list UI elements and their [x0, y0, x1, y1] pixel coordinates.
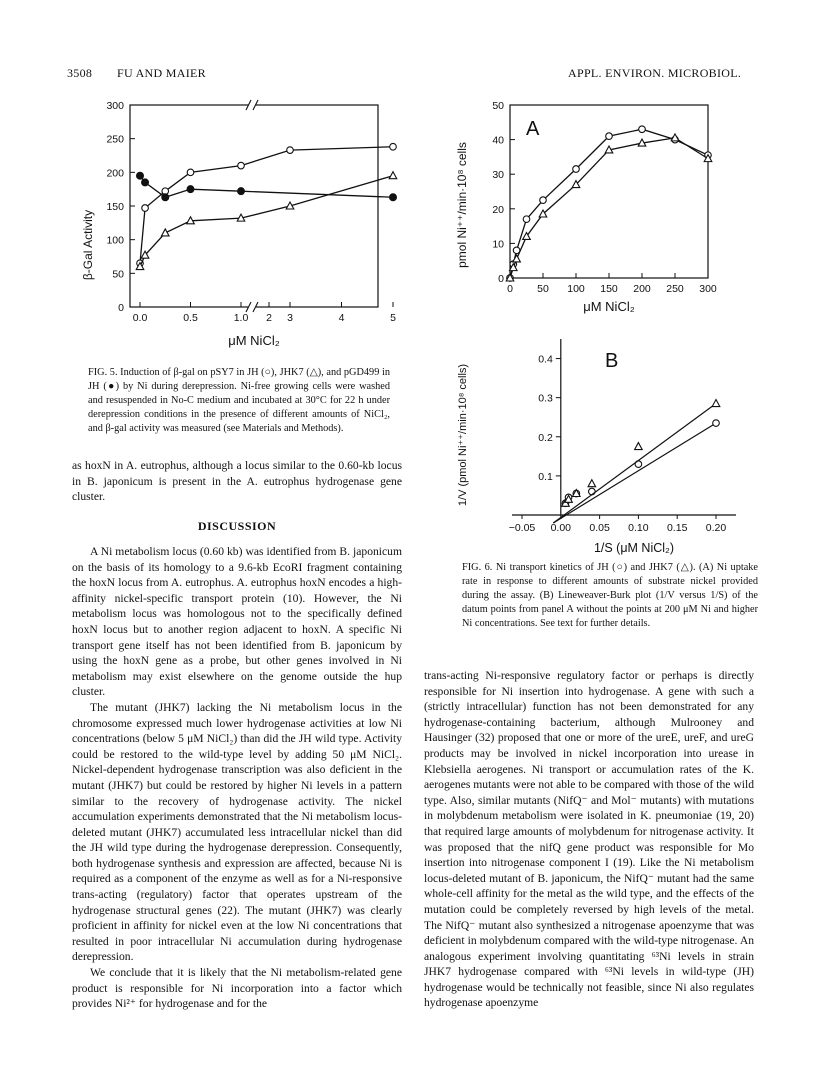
fig6a-point-series-0: [523, 216, 530, 223]
fig5-ylabel: β-Gal Activity: [81, 209, 95, 281]
fig6a-xtick-label: 50: [537, 283, 549, 295]
discussion-paragraph-3: We conclude that it is likely that the Ni metabolism-related gene product is responsible for Ni incorporation into a factor which provides Ni²⁺ for hydrogenase and for the: [72, 966, 402, 1011]
fig6b-point-series-1: [635, 443, 643, 450]
fig6a-chart: [450, 95, 770, 320]
fig6a-xtick-label: 200: [633, 283, 651, 295]
fig6b-xtick-label: 0.15: [666, 522, 688, 534]
fig5-point-series-1: [161, 229, 169, 236]
fig6a-ytick-label: 0: [498, 273, 504, 285]
journal-title: APPL. ENVIRON. MICROBIOL.: [568, 66, 742, 80]
fig6a-xlabel: μM NiCl₂: [583, 299, 635, 314]
fig6a-xtick-label: 100: [567, 283, 585, 295]
fig6b-xtick-label: 0.05: [589, 522, 610, 534]
fig5-ytick-label: 0: [118, 302, 124, 314]
fig5-point-series-0: [238, 162, 245, 169]
fig5-series-line-1: [140, 176, 393, 267]
fig6b-fit-line-1: [553, 404, 716, 523]
section-heading-discussion: DISCUSSION: [197, 519, 277, 533]
fig5-point-series-0: [390, 143, 397, 150]
fig5-ytick-label: 50: [112, 268, 124, 281]
fig5-axis-break-gap: [248, 99, 256, 111]
fig6b-fit-line-0: [553, 423, 716, 523]
fig5-point-series-0: [287, 147, 294, 154]
fig6b-xlabel: 1/S (μM NiCl₂): [593, 541, 675, 555]
fig6a-ytick-label: 50: [492, 100, 504, 112]
fig5-xlabel: μM NiCl₂: [228, 333, 280, 348]
fig5-caption: FIG. 5. Induction of β-gal on pSY7 in JH (○), JHK7 (△), and pGD499 in JH (●) by Ni during derepression. Ni-free growing cells were washed and resuspended in No-C medium and incubated at 30°C for 22 h under derepression conditions in the presence of different amounts of NiCl₂, and β-gal activity was measured (see Materials and Methods).: [88, 367, 390, 434]
fig6a-point-series-0: [573, 166, 580, 173]
discussion-paragraph-2: The mutant (JHK7) lacking the Ni metabolism locus in the chromosome expressed much lower hydrogenase activities at low Ni concentrations (below 5 μM NiCl₂) than did the JH wild type. Activity could be restored to the wild-type level by adding 50 μM NiCl₂. Nickel-dependent hydrogenase transcription was also deficient in the mutant (JHK7) but could be restored by higher Ni levels in a pattern similar to the recovery of hydrogenase activity. The nickel accumulation experiments demonstrated that the Ni metabolism locus-deleted mutant (JHK7) accumulated less intracellular nickel than did the JH wild type during the hydrogenase derepression. Consequently, both hydrogenase synthesis and expression are affected, because Ni is required as a component of the enzyme as well as for a Ni-responsive trans-acting (regulatory) factor that operates upstream of the hydrogenase structural genes (22). The mutant (JHK7) was clearly proficient in affinity for nickel even at the low Ni concentrations that resulted in poor intracellular Ni accumulation during hydrogenase derepression.: [72, 700, 402, 964]
fig5-xtick-label: 1.0: [233, 312, 249, 324]
fig6a-ylabel: pmol Ni⁺⁺/min·10⁸ cells: [455, 142, 469, 268]
fig5-ytick-label: 250: [106, 133, 124, 146]
fig5-series-line-0: [140, 147, 393, 263]
fig6a-xtick-label: 300: [699, 283, 717, 295]
fig6a-xtick-label: 150: [600, 283, 618, 295]
fig5-point-series-2: [142, 179, 149, 186]
fig5-point-series-2: [137, 172, 144, 179]
fig5-xtick-label: 0.5: [183, 312, 198, 324]
fig6b-ytick-label: 0.1: [538, 470, 553, 483]
fig6a-ytick-label: 20: [492, 203, 504, 216]
fig6a-point-series-1: [513, 255, 521, 262]
fig5-chart: [60, 95, 396, 355]
page-number: 3508: [67, 66, 93, 80]
fig5-point-series-2: [390, 194, 397, 201]
fig5-point-series-0: [142, 205, 149, 212]
fig5-xtick-label: 5: [390, 312, 396, 324]
left-column: [72, 458, 402, 505]
fig6b-point-series-1: [588, 480, 596, 487]
fig5-plot-frame: [130, 105, 378, 307]
fig5-ytick-label: 200: [106, 167, 124, 180]
fig6b-xtick-label: −0.05: [508, 522, 536, 534]
fig5-xtick-label: 0.0: [132, 312, 148, 324]
fig5-ytick-label: 300: [106, 100, 124, 112]
fig6b-ytick-label: 0.3: [538, 392, 553, 405]
fig6b-xtick-label: 0.10: [628, 522, 649, 534]
fig6b-ytick-label: 0.2: [538, 431, 553, 444]
fig6b-point-series-0: [589, 488, 596, 495]
fig6a-series-line-1: [510, 138, 708, 278]
fig5-axis-break-gap: [248, 301, 256, 313]
right-column-body: [424, 668, 754, 1011]
running-authors: FU AND MAIER: [117, 66, 206, 80]
fig5-xtick-label: 3: [287, 312, 293, 324]
fig5-point-series-1: [389, 172, 397, 179]
fig6b-xtick-label: 0.20: [705, 522, 727, 534]
fig6a-point-series-0: [639, 126, 646, 133]
fig6b-point-series-0: [713, 420, 720, 427]
fig6a-ytick-label: 10: [492, 238, 504, 251]
fig6a-ytick-label: 30: [492, 169, 504, 182]
right-paragraph-1: trans-acting Ni-responsive regulatory factor or perhaps is directly responsible for Ni insertion into hydrogenase. A gene with such a (strictly intracellular) function has not been demonstrated for any hydrogenase-containing bacterium, although Mulrooney and Hausinger (32) proposed that one or more of the ureE, ureF, and ureG products may be involved in nickel incorporation into urease in Klebsiella aerogenes. Ni transport or accumulation rates of the K. aerogenes mutants were not able to be compared with those of the wild type. Also, similar mutants (NifQ⁻ and Mol⁻ mutants) with mutations in molybdenum metabolism were isolated in K. pneumoniae (19, 20) that required large amounts of molybdenum for nitrogenase activity. It was proposed that the nifQ gene product was responsible for Mo insertion into nitrogenase component I (19). Like the Ni metabolism locus-deleted mutant of B. japonicum, the NifQ⁻ mutant had the same whole-cell affinity for the metal as the wild type, and the effects of the mutation could be completely reversed by high levels of the metal. The NifQ⁻ mutant also synthesized a nitrogenase apoenzyme that was deficient in molybdenum compared with the wild-type nitrogenase. An analogous experiment involving quantitating ⁶³Ni levels in strain JHK7 hydrogenase compared with ⁶³Ni levels in wild-type (JH) hydrogenase would be technically not feasible, since Ni also regulates hydrogenase apoenzyme: [424, 669, 754, 1010]
fig6a-point-series-0: [540, 197, 547, 204]
fig5-point-series-0: [187, 169, 194, 176]
left-column-body: [72, 544, 402, 1012]
fig5-point-series-2: [162, 194, 169, 201]
fig6a-ytick-label: 40: [492, 134, 504, 147]
fig5-xtick-label: 4: [338, 312, 345, 324]
fig6b-xtick-label: 0.00: [550, 522, 572, 534]
continuation-paragraph: as hoxN in A. eutrophus, although a locus similar to the 0.60-kb locus in B. japonicum is present in the A. eutrophus hydrogenase gene cluster.: [72, 459, 402, 504]
fig6a-panel-label: A: [526, 118, 540, 140]
fig6-caption: FIG. 6. Ni transport kinetics of JH (○) and JHK7 (△). (A) Ni uptake rate in response to different amounts of substrate nickel provided during the assay. (B) Lineweaver-Burk plot (1/V versus 1/S) of the datum points from panel A without the points at 200 μM Ni and higher Ni concentrations. See text for further details.: [462, 562, 758, 629]
fig6b-ylabel: 1/V (pmol Ni⁺⁺/min·10⁸ cells): [457, 363, 469, 507]
fig5-ytick-label: 100: [106, 234, 124, 247]
fig6a-xtick-label: 0: [507, 283, 513, 295]
fig6b-chart: [450, 335, 770, 555]
fig5-xtick-label: 2: [266, 312, 272, 324]
fig6a-xtick-label: 250: [666, 283, 684, 295]
fig6b-panel-label: B: [605, 350, 619, 372]
fig5-point-series-2: [187, 186, 194, 193]
fig6a-point-series-0: [606, 133, 613, 140]
discussion-paragraph-1: A Ni metabolism locus (0.60 kb) was identified from B. japonicum on the basis of its homology to a 9.6-kb EcoRI fragment containing the hoxN locus from A. eutrophus. A. eutrophus hoxN encodes a high-affinity nickel-specific transport protein (10). However, the Ni metabolism locus was homologous not to the specifically defined hoxN locus but to another region adjacent to hoxN. A specific Ni transport gene itself has not been identified from B. japonicum by using the hoxN gene as a probe, but other genes involved in Ni metabolism may exist elsewhere on the genome outside the hup cluster.: [72, 545, 402, 699]
fig6a-plot-frame: [510, 105, 708, 278]
fig5-point-series-2: [238, 188, 245, 195]
fig5-ytick-label: 150: [106, 201, 124, 213]
fig6b-point-series-1: [712, 400, 720, 407]
fig6b-ytick-label: 0.4: [538, 353, 553, 366]
